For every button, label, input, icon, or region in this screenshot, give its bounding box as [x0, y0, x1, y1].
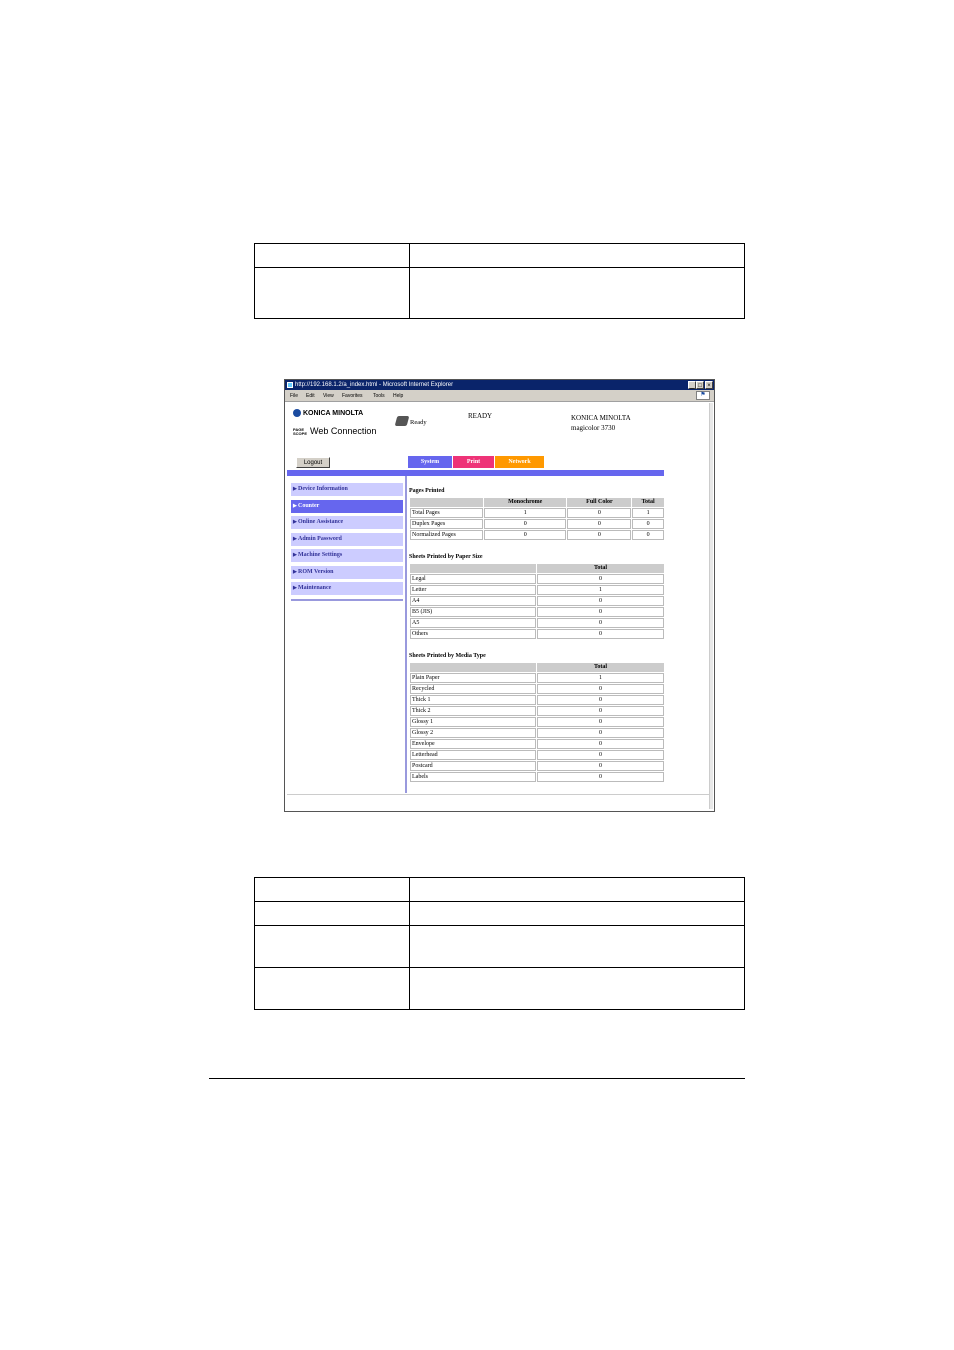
table-cell: 0 — [537, 574, 664, 584]
column-header: Monochrome — [484, 498, 566, 507]
row-label: Thick 2 — [410, 706, 536, 716]
sidebar — [291, 483, 403, 601]
table-cell: 0 — [537, 739, 664, 749]
status-text: Ready — [410, 419, 427, 426]
table-row — [410, 673, 664, 683]
sidebar-divider — [291, 599, 403, 601]
vertical-divider — [405, 476, 407, 793]
column-header — [410, 564, 536, 573]
table-cell: 0 — [537, 695, 664, 705]
menu-tools[interactable]: Tools — [373, 393, 385, 399]
table-row — [410, 728, 664, 738]
menu-edit[interactable]: Edit — [306, 393, 315, 399]
table-cell: 0 — [537, 717, 664, 727]
ie-icon — [287, 382, 293, 388]
doc-cell — [255, 902, 410, 926]
table-cell: 0 — [537, 750, 664, 760]
table-row — [410, 585, 664, 595]
close-button[interactable]: × — [705, 381, 713, 389]
column-header: Full Color — [567, 498, 631, 507]
doc-cell — [410, 878, 745, 902]
tab-network[interactable]: Network — [495, 456, 544, 468]
table-cell: 1 — [537, 673, 664, 683]
row-label: Postcard — [410, 761, 536, 771]
table-cell: 0 — [567, 530, 631, 540]
table-cell: 0 — [537, 706, 664, 716]
row-label: Legal — [410, 574, 536, 584]
menu-file[interactable]: File — [290, 393, 299, 399]
sidebar-item-rom-version[interactable]: ▶ ROM Version — [291, 566, 403, 579]
row-label: Letterhead — [410, 750, 536, 760]
sidebar-item-counter[interactable]: ▶ Counter — [291, 500, 403, 513]
menu-help[interactable]: Help — [393, 393, 404, 399]
table-cell: 1 — [537, 585, 664, 595]
row-label: A5 — [410, 618, 536, 628]
arrow-right-icon: ▶ — [293, 487, 297, 492]
table-row — [410, 739, 664, 749]
pages-printed-table — [409, 497, 665, 541]
menu-bar — [285, 390, 714, 402]
doc-cell — [410, 268, 745, 319]
table-cell: 0 — [537, 618, 664, 628]
table-cell: 0 — [537, 607, 664, 617]
table-cell: 1 — [632, 508, 664, 518]
row-label: Normalized Pages — [410, 530, 483, 540]
table-cell: 0 — [537, 596, 664, 606]
section-title: Sheets Printed by Media Type — [409, 653, 486, 659]
sidebar-item-machine-settings[interactable]: ▶ Machine Settings — [291, 549, 403, 562]
paper-size-table — [409, 563, 665, 640]
table-cell: 0 — [632, 530, 664, 540]
table-cell: 0 — [537, 772, 664, 782]
section-title: Sheets Printed by Paper Size — [409, 554, 483, 560]
column-header — [410, 498, 483, 507]
row-label: Labels — [410, 772, 536, 782]
tab-system[interactable]: System — [408, 456, 452, 468]
table-cell: 0 — [537, 761, 664, 771]
globe-icon — [293, 409, 301, 417]
table-row — [410, 750, 664, 760]
row-label: Envelope — [410, 739, 536, 749]
sidebar-item-device-information[interactable]: ▶ Device Information — [291, 483, 403, 496]
table-row — [410, 629, 664, 639]
title-bar — [285, 380, 714, 390]
minimize-button[interactable]: _ — [688, 381, 696, 389]
arrow-right-icon: ▶ — [293, 536, 297, 542]
doc-cell — [255, 244, 410, 268]
pagescope-logo: PAGE SCOPE Web Connection — [293, 426, 377, 436]
table-cell: 0 — [567, 508, 631, 518]
arrow-right-icon: ▶ — [293, 520, 297, 525]
media-type-table — [409, 662, 665, 783]
konica-logo: KONICA MINOLTA — [293, 409, 363, 417]
table-cell: 0 — [484, 519, 566, 529]
row-label: A4 — [410, 596, 536, 606]
table-row — [410, 508, 664, 518]
sidebar-item-maintenance[interactable]: ▶ Maintenance — [291, 582, 403, 595]
page-content — [287, 403, 713, 809]
table-row — [410, 772, 664, 782]
counter-panel — [409, 486, 665, 794]
logout-button[interactable]: Logout — [296, 457, 330, 468]
sidebar-item-admin-password[interactable]: ▶ Admin Password — [291, 533, 403, 546]
table-row — [410, 761, 664, 771]
bottom-doc-table — [254, 877, 745, 1010]
table-cell: 0 — [537, 728, 664, 738]
device-model: KONICA MINOLTA magicolor 3730 — [571, 414, 631, 432]
table-row — [410, 574, 664, 584]
table-row — [410, 706, 664, 716]
row-label: B5 (JIS) — [410, 607, 536, 617]
table-cell: 0 — [632, 519, 664, 529]
row-label: Letter — [410, 585, 536, 595]
table-cell: 0 — [537, 629, 664, 639]
doc-cell — [255, 878, 410, 902]
table-row — [410, 596, 664, 606]
pagescope-icon: PAGE SCOPE — [293, 426, 308, 436]
table-row — [410, 618, 664, 628]
status-display: READY — [468, 412, 493, 420]
menu-view[interactable]: View — [323, 393, 334, 399]
row-label: Plain Paper — [410, 673, 536, 683]
arrow-right-icon: ▶ — [293, 553, 297, 558]
row-label: Others — [410, 629, 536, 639]
doc-cell — [410, 968, 745, 1010]
windows-logo-icon: ⚑ — [696, 391, 710, 400]
window-title: http://192.168.1.2/a_index.html - Microsoft Internet Explorer — [295, 382, 454, 388]
table-cell: 0 — [537, 684, 664, 694]
row-label: Recycled — [410, 684, 536, 694]
table-row — [410, 530, 664, 540]
table-row — [410, 717, 664, 727]
row-label: Total Pages — [410, 508, 483, 518]
header-bar — [287, 470, 664, 476]
section-title: Pages Printed — [409, 488, 445, 494]
table-row — [410, 684, 664, 694]
status-bar-line — [287, 794, 709, 795]
table-row — [410, 607, 664, 617]
column-header: Total — [632, 498, 664, 507]
arrow-right-icon: ▶ — [293, 503, 297, 509]
column-header — [410, 663, 536, 672]
doc-cell — [255, 968, 410, 1010]
row-label: Glossy 1 — [410, 717, 536, 727]
arrow-right-icon: ▶ — [293, 569, 297, 575]
row-label: Thick 1 — [410, 695, 536, 705]
table-cell: 0 — [484, 530, 566, 540]
menu-favorites[interactable]: Favorites — [342, 393, 363, 399]
browser-window — [284, 379, 715, 812]
table-cell: 1 — [484, 508, 566, 518]
table-row — [410, 519, 664, 529]
tab-print[interactable]: Print — [453, 456, 494, 468]
doc-cell — [255, 268, 410, 319]
row-label: Duplex Pages — [410, 519, 483, 529]
doc-cell — [255, 926, 410, 968]
table-row — [410, 695, 664, 705]
doc-cell — [410, 244, 745, 268]
vertical-scrollbar[interactable] — [709, 403, 713, 809]
table-cell: 0 — [567, 519, 631, 529]
printer-icon — [395, 416, 410, 426]
top-doc-table — [254, 243, 745, 319]
column-header: Total — [537, 663, 664, 672]
doc-cell — [410, 926, 745, 968]
column-header: Total — [537, 564, 664, 573]
doc-cell — [410, 902, 745, 926]
footer-rule — [209, 1078, 745, 1079]
maximize-button[interactable]: □ — [696, 381, 704, 389]
row-label: Glossy 2 — [410, 728, 536, 738]
arrow-right-icon: ▶ — [293, 586, 297, 591]
sidebar-item-online-assistance[interactable]: ▶ Online Assistance — [291, 516, 403, 529]
